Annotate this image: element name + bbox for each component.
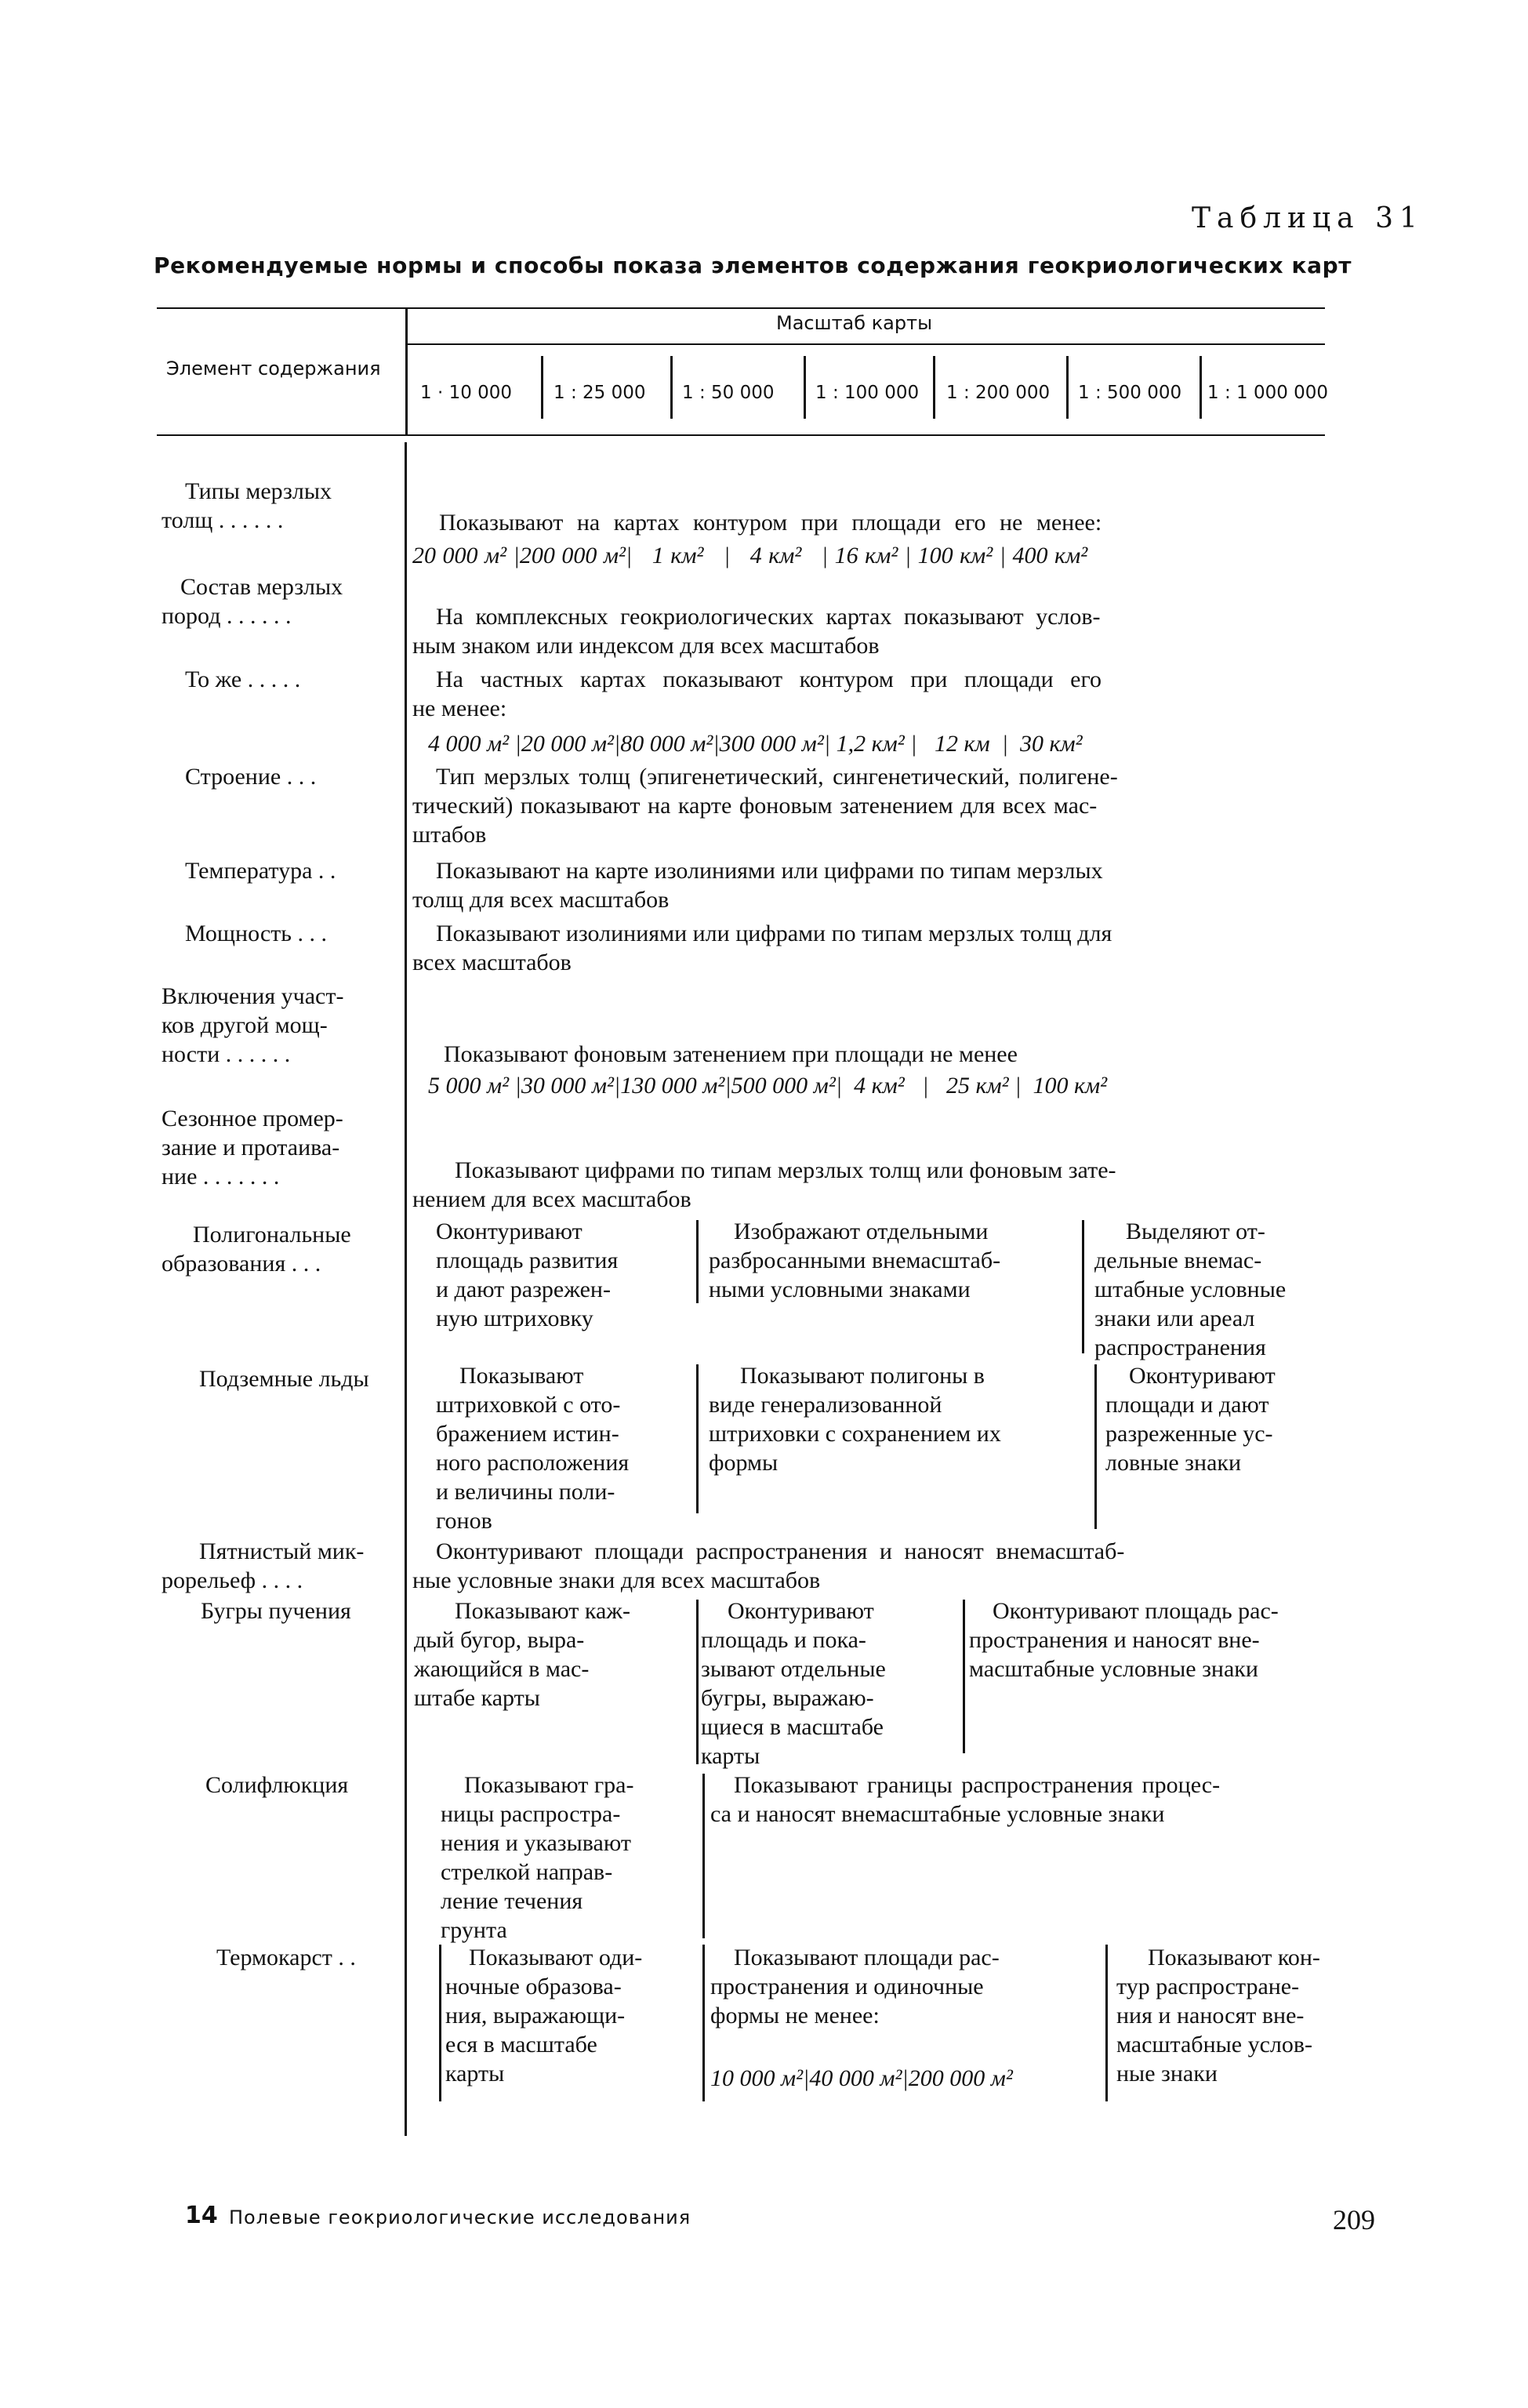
- element-line: Термокарст . .: [216, 1945, 356, 1970]
- scale-header: 1 : 200 000: [946, 383, 1051, 403]
- cell-line: площадь и пока-: [701, 1627, 866, 1653]
- scale-divider: [670, 356, 673, 419]
- element-line: толщ . . . . . .: [162, 507, 284, 533]
- cell-line: штабные условные: [1094, 1277, 1287, 1302]
- cell-line: еся в масштабе: [445, 2032, 597, 2058]
- scale-group-header: Масштаб карты: [776, 312, 933, 334]
- scale-divider: [1066, 356, 1069, 419]
- cell-divider: [1082, 1220, 1084, 1353]
- row-text: [412, 665, 1102, 723]
- value: 500 000 м²: [731, 1073, 836, 1099]
- text-line: нением для всех масштабов: [412, 1186, 691, 1212]
- value: 1,2 км²: [836, 731, 905, 757]
- row-element: [162, 506, 283, 535]
- value: 300 000 м²: [719, 731, 824, 757]
- row-element: [185, 477, 332, 506]
- page-number: 209: [1333, 2204, 1375, 2235]
- cell-line: грунта: [441, 1917, 507, 1943]
- value: 5 000 м²: [428, 1073, 510, 1099]
- cell-line: нения и указывают: [441, 1830, 631, 1856]
- row-element: [162, 982, 343, 1069]
- element-line: Температура . .: [185, 858, 336, 884]
- cell-line: дельные внемас-: [1094, 1248, 1262, 1273]
- cell-line: Оконтуривают: [728, 1598, 874, 1624]
- cell-line: пространения и одиночные: [710, 1974, 984, 1999]
- cell-line: карты: [701, 1743, 760, 1769]
- cell-divider: [696, 1364, 699, 1513]
- row-text: [412, 602, 1101, 660]
- table-number: Таблица 31: [1192, 202, 1424, 234]
- element-line: Строение . . .: [185, 764, 317, 790]
- value: 40 000 м²: [809, 2065, 902, 2091]
- row-col1: [445, 1943, 642, 2088]
- text-line: Показывают цифрами по типам мерзлых толщ или фоновым зате-: [455, 1157, 1116, 1183]
- row-col3: [1094, 1217, 1286, 1362]
- row-col2: [710, 1943, 1000, 2030]
- scale-divider: [1200, 356, 1202, 419]
- text-line: ные условные знаки для всех масштабов: [412, 1567, 821, 1593]
- row-col1: [436, 1361, 629, 1535]
- row-text: [412, 1537, 1124, 1595]
- row-text: [412, 762, 1118, 849]
- table-header-bottom-rule: [157, 434, 1325, 436]
- scale-header: 1 : 100 000: [815, 383, 920, 403]
- row-element: [162, 1537, 365, 1595]
- cell-line: Показывают гра-: [464, 1772, 634, 1798]
- cell-line: площади и дают: [1105, 1392, 1269, 1418]
- cell-line: стрелкой направ-: [441, 1859, 613, 1885]
- value: 4 000 м²: [428, 731, 510, 757]
- element-line: Типы мерзлых: [185, 478, 332, 504]
- cell-divider: [1094, 1364, 1097, 1529]
- header-divider: [405, 307, 408, 436]
- row-col1: [414, 1596, 630, 1712]
- cell-line: ния, выражающи-: [445, 2003, 626, 2028]
- cell-line: ную штриховку: [436, 1306, 593, 1331]
- value: 10 000 м²: [710, 2065, 804, 2091]
- element-line: ности . . . . . .: [162, 1041, 291, 1067]
- value: 4 км²: [749, 543, 802, 568]
- text-line: Тип мерзлых толщ (эпигенетический, сингенетический, полигене-: [436, 764, 1118, 790]
- value: 100 км²: [1033, 1073, 1108, 1099]
- cell-line: Оконтуривают площадь рас-: [993, 1598, 1279, 1624]
- cell-line: ными условными знаками: [709, 1277, 971, 1302]
- element-line: Пятнистый мик-: [199, 1538, 365, 1564]
- value: 30 км²: [1019, 731, 1083, 757]
- scale-header: 1 : 50 000: [682, 383, 775, 403]
- row-element: [216, 1943, 356, 1972]
- cell-divider: [702, 1945, 705, 2101]
- cell-line: и величины поли-: [436, 1479, 615, 1505]
- cell-line: пространения и наносят вне-: [969, 1627, 1260, 1653]
- row-col2: [701, 1596, 886, 1771]
- cell-divider: [702, 1774, 705, 1938]
- element-line: Солифлюкция: [205, 1772, 349, 1798]
- element-line: Состав мерзлых: [180, 574, 343, 600]
- row-text: [412, 856, 1103, 914]
- cell-line: масштабные условные знаки: [969, 1656, 1258, 1682]
- cell-line: разреженные ус-: [1105, 1421, 1273, 1447]
- element-line: ние . . . . . . .: [162, 1164, 280, 1189]
- value: 80 000 м²: [620, 731, 713, 757]
- value: 400 км²: [1012, 543, 1088, 568]
- cell-line: формы не менее:: [710, 2003, 880, 2028]
- text-line: Показывают на карте изолиниями или цифрами по типам мерзлых: [436, 858, 1103, 884]
- element-line: Бугры пучения: [201, 1598, 351, 1624]
- element-line: Включения участ-: [162, 983, 344, 1009]
- table-top-rule: [157, 307, 1325, 309]
- row-values: 10 000 м²|40 000 м²|200 000 м²: [710, 2065, 1013, 2091]
- cell-line: щиеся в масштабе: [701, 1714, 884, 1740]
- row-text: [412, 1156, 1116, 1214]
- scale-header-rule: [408, 343, 1325, 345]
- cell-line: распространения: [1094, 1335, 1266, 1360]
- row-element: [185, 665, 300, 694]
- value: 1 км²: [651, 543, 704, 568]
- cell-divider: [1105, 1945, 1108, 2101]
- scale-header: 1 : 500 000: [1078, 383, 1182, 403]
- row-col1: [436, 1217, 618, 1333]
- element-line: Сезонное промер-: [162, 1106, 343, 1131]
- value: 130 000 м²: [620, 1073, 725, 1099]
- value: 200 000 м²: [908, 2065, 1013, 2091]
- text-line: На комплексных геокриологических картах показывают услов-: [436, 604, 1101, 630]
- cell-line: бугры, выражаю-: [701, 1685, 874, 1711]
- table-title: Рекомендуемые нормы и способы показа элементов содержания геокриологических карт: [154, 252, 1352, 278]
- text-line: не менее:: [412, 696, 507, 721]
- cell-line: жающийся в мас-: [414, 1656, 590, 1682]
- value: 16 км²: [834, 543, 898, 568]
- cell-divider: [963, 1600, 965, 1753]
- cell-line: ницы распростра-: [441, 1801, 621, 1827]
- cell-line: площадь развития: [436, 1248, 619, 1273]
- row-element: [162, 572, 343, 630]
- value: 20 000 м²: [412, 543, 507, 568]
- cell-line: Показывают каж-: [455, 1598, 630, 1624]
- row-element: [185, 919, 327, 948]
- cell-line: ночные образова-: [445, 1974, 622, 1999]
- cell-line: штриховкой с ото-: [436, 1392, 621, 1418]
- element-line: То же . . . . .: [185, 666, 301, 692]
- cell-line: разбросанными внемасштаб-: [709, 1248, 1001, 1273]
- row-element: [199, 1364, 369, 1393]
- scale-divider: [541, 356, 543, 419]
- row-element: [162, 1104, 343, 1191]
- row-values: 4 000 м² |20 000 м²|80 000 м²|300 000 м²| 1,2 км² | 12 км | 30 км²: [428, 731, 1083, 757]
- cell-line: карты: [445, 2061, 505, 2087]
- row-col1: [441, 1771, 633, 1945]
- element-line: пород . . . . . .: [162, 603, 292, 629]
- row-col3: [1116, 1943, 1320, 2088]
- value: 4 км²: [854, 1073, 905, 1099]
- cell-divider: [696, 1600, 699, 1764]
- cell-line: зывают отдельные: [701, 1656, 886, 1682]
- row-values: 5 000 м² |30 000 м²|130 000 м²|500 000 м²| 4 км² | 25 км² | 100 км²: [428, 1073, 1108, 1099]
- cell-line: тур распростране-: [1116, 1974, 1300, 1999]
- cell-line: ного расположения: [436, 1450, 630, 1476]
- cell-line: штриховки с сохранением их: [709, 1421, 1001, 1447]
- cell-line: гонов: [436, 1508, 492, 1534]
- row-col3: [1105, 1361, 1276, 1477]
- row-element: [162, 1220, 351, 1278]
- element-column-header: Элемент содержания: [166, 358, 381, 380]
- value: 25 км²: [946, 1073, 1009, 1099]
- cell-line: бражением истин-: [436, 1421, 619, 1447]
- scale-header: 1 : 1 000 000: [1207, 383, 1329, 403]
- value: 100 км²: [917, 543, 993, 568]
- text-line: ным знаком или индексом для всех масштабов: [412, 633, 880, 659]
- scale-header: 1 · 10 000: [420, 383, 513, 403]
- row-col3: [969, 1596, 1279, 1683]
- scale-divider: [804, 356, 806, 419]
- text-line: штабов: [412, 822, 487, 848]
- value: 30 000 м²: [521, 1073, 615, 1099]
- cell-divider: [439, 1945, 441, 2101]
- scale-header: 1 : 25 000: [553, 383, 646, 403]
- cell-line: штабе карты: [414, 1685, 540, 1711]
- element-line: зание и протаива-: [162, 1135, 340, 1160]
- cell-line: ление течения: [441, 1888, 583, 1914]
- cell-line: Показывают: [459, 1363, 584, 1389]
- scale-divider: [933, 356, 935, 419]
- value: 20 000 м²: [521, 731, 615, 757]
- cell-line: са и наносят внемасштабные условные знаки: [710, 1801, 1165, 1827]
- row-col2: [709, 1361, 1001, 1477]
- row-text: Показывают на картах контуром при площади его не менее:: [439, 510, 1102, 536]
- signature-text: Полевые геокриологические исследования: [229, 2206, 691, 2228]
- cell-line: и дают разрежен-: [436, 1277, 611, 1302]
- element-line: рорельеф . . . .: [162, 1567, 303, 1593]
- row-values: 20 000 м² |200 000 м²| 1 км² | 4 км² | 16 км² | 100 км² | 400 км²: [412, 543, 1088, 568]
- element-line: образования . . .: [162, 1251, 321, 1277]
- cell-line: Изображают отдельными: [734, 1219, 989, 1244]
- cell-line: Показывают оди-: [469, 1945, 643, 1970]
- row-element: [201, 1596, 351, 1625]
- row-text: [412, 919, 1112, 977]
- text-line: толщ для всех масштабов: [412, 887, 670, 913]
- row-col2: [710, 1771, 1220, 1829]
- row-col2: [709, 1217, 1000, 1304]
- element-line: Подземные льды: [199, 1366, 369, 1392]
- cell-line: масштабные услов-: [1116, 2032, 1313, 2058]
- cell-line: Оконтуривают: [436, 1219, 583, 1244]
- value: 200 000 м²: [519, 543, 626, 568]
- row-text: Показывают фоновым затенением при площади не менее: [444, 1041, 1018, 1067]
- text-line: На частных картах показывают контуром при площади его: [436, 666, 1102, 692]
- cell-line: Показывают границы распространения процес-: [734, 1772, 1221, 1798]
- cell-line: формы: [709, 1450, 779, 1476]
- cell-line: дый бугор, выра-: [414, 1627, 585, 1653]
- cell-line: ловные знаки: [1105, 1450, 1242, 1476]
- cell-divider: [696, 1220, 699, 1303]
- element-line: ков другой мощ-: [162, 1012, 328, 1038]
- text-line: всех масштабов: [412, 950, 572, 975]
- element-column-rule: [405, 442, 407, 2136]
- element-line: Полигональные: [193, 1222, 351, 1248]
- cell-line: виде генерализованной: [709, 1392, 942, 1418]
- cell-line: ные знаки: [1116, 2061, 1218, 2087]
- row-element: [185, 762, 316, 791]
- cell-line: Показывают полигоны в: [740, 1363, 985, 1389]
- cell-line: знаки или ареал: [1094, 1306, 1255, 1331]
- cell-line: Выделяют от-: [1126, 1219, 1265, 1244]
- row-element: [185, 856, 336, 885]
- row-element: [205, 1771, 348, 1800]
- cell-line: Показывают площади рас-: [734, 1945, 1000, 1970]
- cell-line: Показывают кон-: [1148, 1945, 1320, 1970]
- value: 12 км: [935, 731, 990, 757]
- text-line: Показывают изолиниями или цифрами по типам мерзлых толщ для: [436, 921, 1112, 946]
- cell-line: Оконтуривают: [1129, 1363, 1276, 1389]
- element-line: Мощность . . .: [185, 921, 327, 946]
- text-line: тический) показывают на карте фоновым затенением для всех мас-: [412, 793, 1098, 819]
- text-line: Оконтуривают площади распространения и наносят внемасштаб-: [436, 1538, 1125, 1564]
- signature-number: 14: [185, 2202, 218, 2229]
- cell-line: ния и наносят вне-: [1116, 2003, 1305, 2028]
